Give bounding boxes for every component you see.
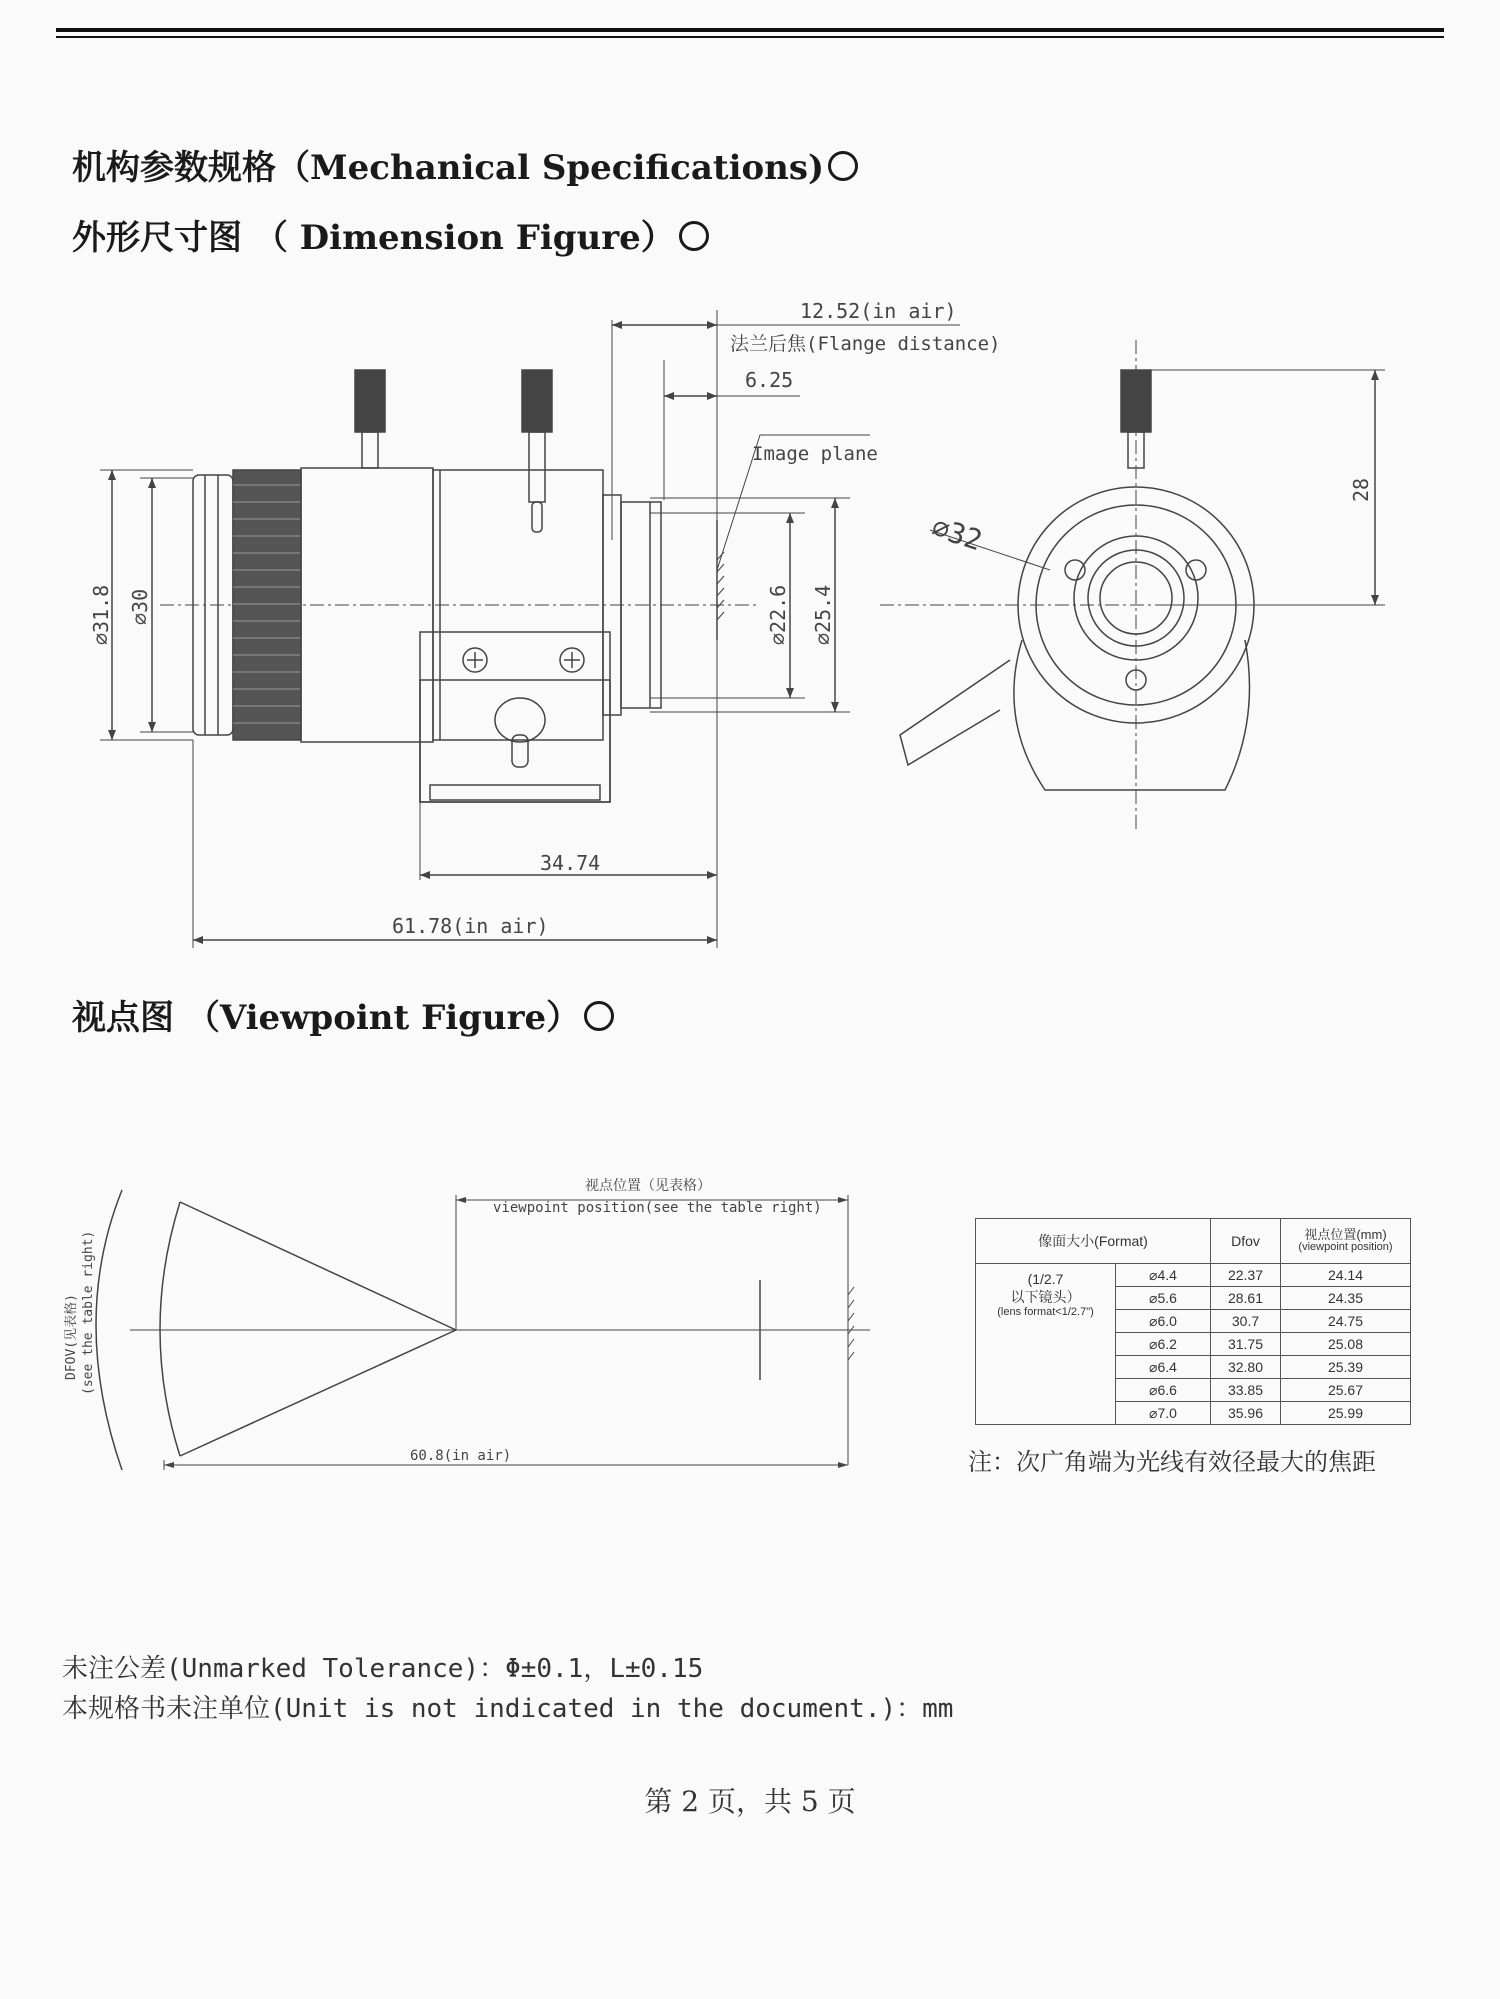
circle-mark-icon [679,221,709,251]
dimension-figure-heading [72,210,709,259]
dimension-figure-heading-text: 外形尺寸图 （ Dimension Figure） [72,218,675,258]
group-line-1: (1/2.7 [1027,1271,1064,1287]
front-diameter-32-label: ⌀32 [927,510,987,558]
format-size-cell: ⌀7.0 [1116,1402,1211,1425]
dfov-cell: 28.61 [1211,1287,1281,1310]
viewpoint-cell: 25.08 [1281,1333,1411,1356]
header-viewpoint [1281,1219,1411,1264]
circle-mark-icon [828,151,858,181]
unit-note-line: 本规格书未注单位(Unit is not indicated in the document.)：mm [62,1694,954,1724]
viewpoint-figure-heading-text: 视点图 （Viewpoint Figure） [72,998,581,1038]
viewpoint-spec-table [975,1218,1411,1425]
back-distance-label: 6.25 [745,368,794,392]
dfov-cell: 35.96 [1211,1402,1281,1425]
format-size-cell: ⌀6.6 [1116,1379,1211,1402]
mechanical-spec-heading [72,140,858,189]
table-note: 注：次广角端为光线有效径最大的焦距 [968,1448,1376,1476]
table-header-row [976,1219,1411,1264]
dfov-cell: 30.7 [1211,1310,1281,1333]
page-number: 第 2 页，共 5 页 [644,1785,856,1818]
viewpoint-cell: 25.39 [1281,1356,1411,1379]
dfov-label-cn: DFOV(见表格) [64,1294,79,1380]
dimension-drawing [0,280,1500,970]
group-line-2: 以下镜头） [1010,1289,1081,1305]
unmarked-tolerance-line: 未注公差(Unmarked Tolerance)：Φ±0.1，L±0.15 [62,1654,704,1684]
dfov-cell: 31.75 [1211,1333,1281,1356]
diameter-22-6-label: ⌀22.6 [766,584,790,645]
length-34-74-label: 34.74 [540,851,601,875]
header-rule-thin [56,36,1444,38]
format-size-cell: ⌀6.4 [1116,1356,1211,1379]
dfov-label-en: (see the table right) [81,1230,96,1395]
dfov-cell: 22.37 [1211,1264,1281,1287]
viewpoint-length-label: 60.8(in air) [410,1448,512,1464]
diameter-30-label: ⌀30 [128,588,152,625]
viewpoint-cell: 24.14 [1281,1264,1411,1287]
format-size-cell: ⌀6.0 [1116,1310,1211,1333]
viewpoint-cell: 24.35 [1281,1287,1411,1310]
dfov-cell: 33.85 [1211,1379,1281,1402]
dfov-cell: 32.80 [1211,1356,1281,1379]
format-size-cell: ⌀5.6 [1116,1287,1211,1310]
circle-mark-icon [584,1001,614,1031]
flange-value-label: 12.52(in air) [800,299,957,323]
group-line-3: (lens format<1/2.7") [997,1306,1094,1318]
viewpoint-cell: 25.99 [1281,1402,1411,1425]
diameter-31-8-label: ⌀31.8 [89,584,113,645]
length-61-78-label: 61.78(in air) [392,914,549,938]
header-dfov: Dfov [1211,1219,1281,1264]
header-viewpoint-cn: 视点位置(mm) [1304,1227,1387,1242]
lens-format-group-cell [976,1264,1116,1425]
viewpoint-cell: 25.67 [1281,1379,1411,1402]
format-size-cell: ⌀6.2 [1116,1333,1211,1356]
format-size-cell: ⌀4.4 [1116,1264,1211,1287]
front-height-28-label: 28 [1349,477,1373,502]
table-row [976,1264,1411,1287]
image-plane-label: Image plane [752,443,878,465]
viewpoint-position-en-label: viewpoint position(see the table right) [493,1200,822,1216]
viewpoint-position-cn-label: 视点位置（见表格） [585,1178,711,1194]
flange-distance-label: 法兰后焦(Flange distance) [730,333,1001,355]
header-format: 像面大小(Format) [976,1219,1211,1264]
header-viewpoint-en: (viewpoint position) [1298,1241,1393,1253]
viewpoint-cell: 24.75 [1281,1310,1411,1333]
mechanical-spec-heading-text: 机构参数规格（Mechanical Specifications) [72,148,825,188]
header-rule-thick [56,28,1444,32]
diameter-25-4-label: ⌀25.4 [811,584,835,645]
viewpoint-figure-heading [72,990,614,1039]
viewpoint-drawing [0,1160,900,1480]
